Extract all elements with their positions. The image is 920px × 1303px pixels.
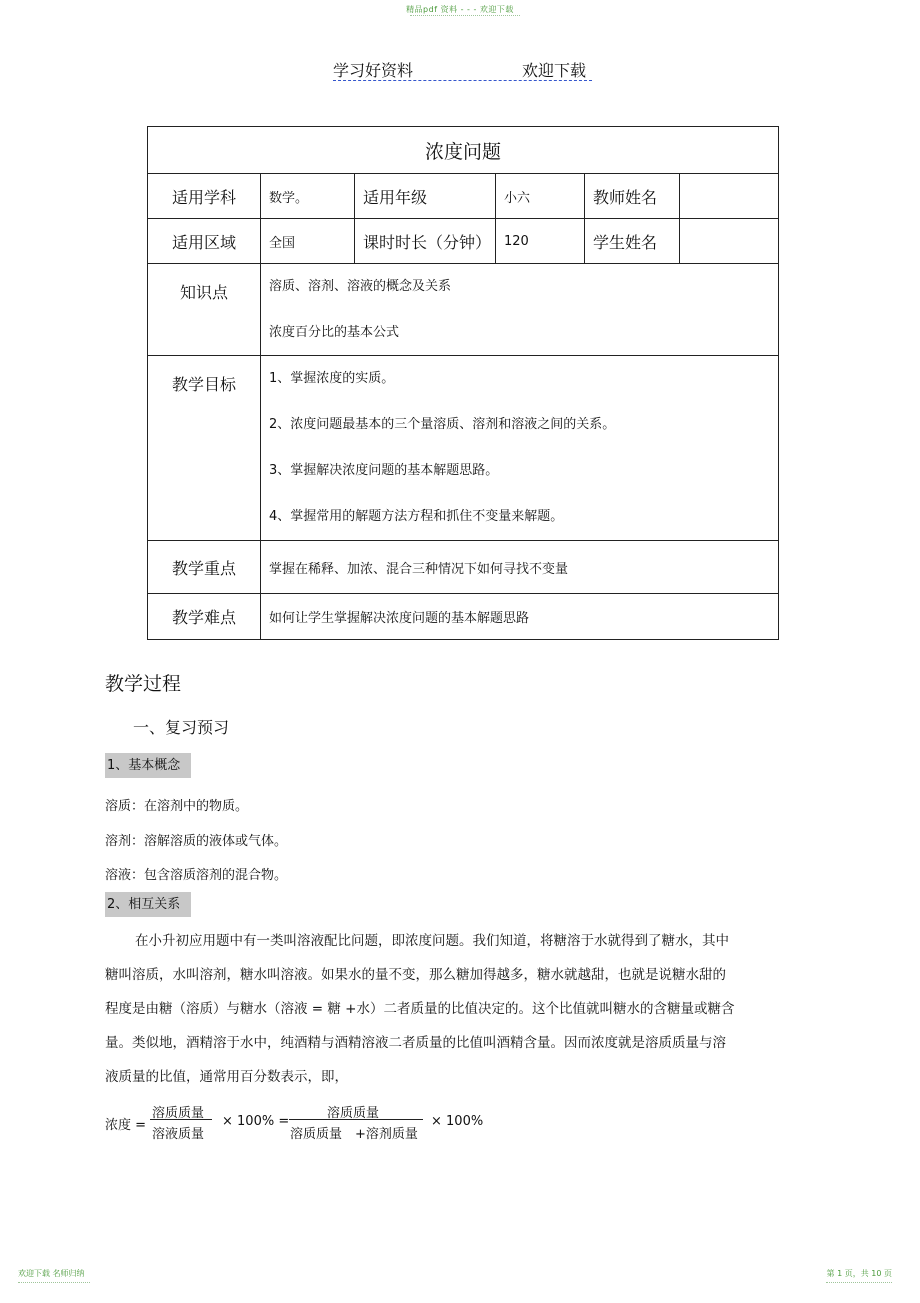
teacher-value [680, 174, 779, 219]
fraction-bar-2 [289, 1119, 423, 1120]
difficulty-label: 教学难点 [148, 594, 261, 640]
key-point-label: 教学重点 [148, 541, 261, 594]
difficulty-value: 如何让学生掌握解决浓度问题的基本解题思路 [261, 594, 779, 640]
paragraph-line: 程度是由糖（溶质）与糖水（溶液 = 糖 +水）二者质量的比值决定的。这个比值就叫糖水的含糖量或糖含 [105, 1001, 735, 1017]
subject-value: 数学。 [261, 174, 355, 219]
footer-watermark-left: 欢迎下载 名师归纳 [18, 1269, 85, 1278]
student-label: 学生姓名 [585, 219, 680, 264]
teacher-label: 教师姓名 [585, 174, 680, 219]
fraction-bar-1 [150, 1119, 212, 1120]
definition-solute: 溶质：在溶剂中的物质。 [105, 799, 249, 814]
grade-value: 小六 [496, 174, 585, 219]
formula-numerator-2: 溶质质量 [327, 1106, 380, 1121]
header-right-text: 欢迎下载 [522, 61, 587, 80]
duration-label: 课时时长（分钟） [355, 219, 496, 264]
tag-basic-concepts [105, 753, 191, 778]
formula-times-1: × 100% = [222, 1114, 290, 1129]
goal-item: 2、浓度问题最基本的三个量溶质、溶剂和溶液之间的关系。 [269, 417, 616, 432]
knowledge-item: 浓度百分比的基本公式 [269, 325, 400, 340]
student-value [680, 219, 779, 264]
region-label: 适用区域 [148, 219, 261, 264]
definition-solvent: 溶剂：溶解溶质的液体或气体。 [105, 834, 288, 849]
tag-relationships-text: 2、相互关系 [107, 897, 181, 912]
process-title: 教学过程 [105, 673, 182, 695]
goals-label: 教学目标 [148, 356, 261, 541]
header-left-text: 学习好资料 [333, 61, 414, 80]
key-point-value: 掌握在稀释、加浓、混合三种情况下如何寻找不变量 [261, 541, 779, 594]
page-header [333, 58, 592, 81]
formula-denominator-2a: 溶质质量 [290, 1127, 343, 1142]
concentration-formula [105, 1099, 525, 1143]
definition-solution: 溶液：包含溶质溶剂的混合物。 [105, 868, 288, 883]
formula-times-2: × 100% [431, 1114, 484, 1129]
grade-label: 适用年级 [355, 174, 496, 219]
knowledge-item: 溶质、溶剂、溶液的概念及关系 [269, 279, 452, 294]
relationship-paragraph [105, 934, 775, 1104]
goal-item: 4、掌握常用的解题方法方程和抓住不变量来解题。 [269, 509, 564, 524]
subject-label: 适用学科 [148, 174, 261, 219]
footer-dots-left [18, 1282, 90, 1283]
formula-numerator-1: 溶质质量 [152, 1106, 205, 1121]
lesson-info-table [147, 126, 779, 640]
top-watermark: 精品pdf 资料 - - - 欢迎下载 [406, 5, 514, 14]
formula-denominator-1: 溶液质量 [152, 1127, 205, 1142]
duration-value: 120 [496, 219, 585, 264]
tag-basic-concepts-text: 1、基本概念 [107, 758, 181, 773]
knowledge-label: 知识点 [148, 264, 261, 356]
goals-list [261, 356, 779, 541]
region-value: 全国 [261, 219, 355, 264]
goal-item: 3、掌握解决浓度问题的基本解题思路。 [269, 463, 499, 478]
knowledge-list [261, 264, 779, 356]
footer-dots-right [826, 1282, 892, 1283]
footer-page-number: 第 1 页，共 10 页 [826, 1269, 892, 1278]
paragraph-line: 量。类似地，酒精溶于水中，纯酒精与酒精溶液二者质量的比值叫酒精含量。因而浓度就是溶质质量与溶 [105, 1035, 726, 1051]
tag-relationships [105, 892, 191, 917]
formula-lhs: 浓度 = [105, 1118, 147, 1133]
formula-denominator-2b: +溶剂质量 [355, 1127, 418, 1142]
goal-item: 1、掌握浓度的实质。 [269, 371, 395, 386]
section-review-title: 一、复习预习 [133, 718, 230, 737]
paragraph-line: 糖叫溶质，水叫溶剂，糖水叫溶液。如果水的量不变，那么糖加得越多，糖水就越甜，也就是说糖水甜的 [105, 967, 726, 983]
table-title: 浓度问题 [148, 127, 779, 174]
paragraph-line: 在小升初应用题中有一类叫溶液配比问题，即浓度问题。我们知道，将糖溶于水就得到了糖水，其中 [135, 933, 729, 949]
top-watermark-dots [410, 15, 520, 16]
paragraph-line: 液质量的比值，通常用百分数表示，即， [105, 1069, 348, 1085]
